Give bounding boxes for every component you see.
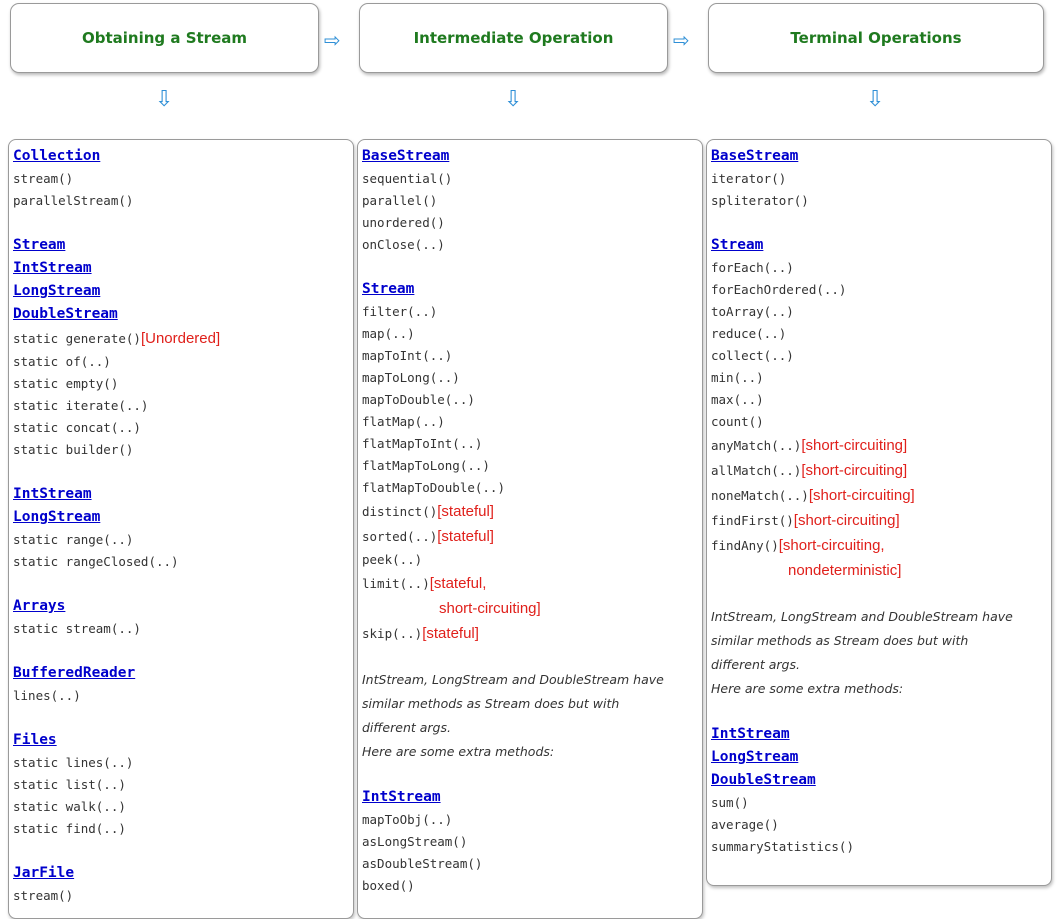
extra-methods-note [711, 605, 1047, 701]
down-arrow-icon: ⇩ [866, 87, 885, 112]
method-name: limit(..) [362, 576, 430, 591]
method-item: toArray(..) [711, 304, 794, 319]
method-item: forEach(..) [711, 260, 794, 275]
method-item [711, 533, 1047, 558]
method-item: summaryStatistics() [711, 839, 854, 854]
method-name: anyMatch(..) [711, 438, 802, 453]
collection-link[interactable]: Collection [13, 148, 101, 164]
stateful-note: [stateful, [429, 575, 487, 592]
method-item: unordered() [362, 215, 445, 230]
method-item: stream() [13, 171, 74, 186]
note-line: different args. [362, 720, 451, 735]
method-item: parallel() [362, 193, 438, 208]
note-line: similar methods as Stream does but with [362, 696, 620, 711]
method-item: count() [711, 414, 764, 429]
short-circuiting-note: short-circuiting] [439, 600, 541, 617]
stream-link[interactable]: Stream [13, 237, 66, 253]
basestream-link[interactable]: BaseStream [362, 148, 450, 164]
header-intermediate-title: Intermediate Operation [413, 29, 614, 47]
method-item [362, 621, 698, 646]
method-item: parallelStream() [13, 193, 134, 208]
header-terminal-title: Terminal Operations [790, 29, 962, 47]
method-item [711, 433, 1047, 458]
method-item: static iterate(..) [13, 398, 149, 413]
short-circuiting-note: [short-circuiting] [808, 487, 915, 504]
method-item [362, 524, 698, 549]
method-item: stream() [13, 888, 74, 903]
method-item: mapToDouble(..) [362, 392, 475, 407]
method-item: static of(..) [13, 354, 111, 369]
intstream-link[interactable]: IntStream [362, 789, 441, 805]
method-item: spliterator() [711, 193, 809, 208]
note-line: different args. [711, 657, 800, 672]
method-item: static range(..) [13, 532, 134, 547]
note-line: Here are some extra methods: [711, 681, 904, 696]
method-name: findAny() [711, 538, 779, 553]
method-item: static walk(..) [13, 799, 126, 814]
short-circuiting-note: [short-circuiting, [778, 537, 885, 554]
method-item: boxed() [362, 878, 415, 893]
bufferedreader-link[interactable]: BufferedReader [13, 665, 136, 681]
method-item: flatMapToDouble(..) [362, 480, 505, 495]
header-obtaining-stream [10, 3, 319, 73]
extra-methods-note [362, 668, 698, 764]
terminal-panel [706, 139, 1052, 886]
method-item: mapToObj(..) [362, 812, 453, 827]
longstream-link[interactable]: LongStream [711, 749, 799, 765]
method-item: asLongStream() [362, 834, 468, 849]
doublestream-link[interactable]: DoubleStream [711, 772, 816, 788]
files-link[interactable]: Files [13, 732, 57, 748]
stateful-note: [stateful] [437, 503, 494, 520]
method-name: static generate() [13, 331, 141, 346]
method-name: skip(..) [362, 626, 423, 641]
header-intermediate-operation [359, 3, 668, 73]
intstream-link[interactable]: IntStream [13, 260, 92, 276]
short-circuiting-note: [short-circuiting] [793, 512, 900, 529]
method-item: sequential() [362, 171, 453, 186]
method-item: map(..) [362, 326, 415, 341]
method-item: forEachOrdered(..) [711, 282, 847, 297]
note-line: IntStream, LongStream and DoubleStream have [362, 672, 664, 687]
method-item: max(..) [711, 392, 764, 407]
method-item: filter(..) [362, 304, 438, 319]
longstream-link[interactable]: LongStream [13, 283, 101, 299]
method-item: static list(..) [13, 777, 126, 792]
method-item: reduce(..) [711, 326, 787, 341]
method-item: static builder() [13, 442, 134, 457]
note-line: Here are some extra methods: [362, 744, 555, 759]
method-item: static empty() [13, 376, 119, 391]
right-arrow-icon: ⇨ [673, 28, 690, 52]
method-item: collect(..) [711, 348, 794, 363]
method-item: peek(..) [362, 552, 423, 567]
method-name: noneMatch(..) [711, 488, 809, 503]
method-item: average() [711, 817, 779, 832]
method-item: onClose(..) [362, 237, 445, 252]
method-item: lines(..) [13, 688, 81, 703]
stateful-note: [stateful] [422, 625, 479, 642]
method-item: min(..) [711, 370, 764, 385]
note-line: IntStream, LongStream and DoubleStream have [711, 609, 1013, 624]
method-item [362, 499, 698, 524]
method-item [362, 571, 698, 596]
method-item [711, 458, 1047, 483]
method-name: allMatch(..) [711, 463, 802, 478]
header-terminal-operations [708, 3, 1044, 73]
method-item: static lines(..) [13, 755, 134, 770]
unordered-note: [Unordered] [140, 330, 221, 347]
header-obtaining-title: Obtaining a Stream [81, 29, 248, 47]
method-item: static stream(..) [13, 621, 141, 636]
arrays-link[interactable]: Arrays [13, 598, 66, 614]
method-item [711, 483, 1047, 508]
method-item: mapToInt(..) [362, 348, 453, 363]
method-item [13, 326, 349, 351]
longstream-link[interactable]: LongStream [13, 509, 101, 525]
short-circuiting-note: [short-circuiting] [801, 437, 908, 454]
intstream-link[interactable]: IntStream [13, 486, 92, 502]
method-item: flatMapToLong(..) [362, 458, 490, 473]
right-arrow-icon: ⇨ [324, 28, 341, 52]
method-item [711, 508, 1047, 533]
stateful-note: [stateful] [437, 528, 494, 545]
method-item: flatMap(..) [362, 414, 445, 429]
method-item: asDoubleStream() [362, 856, 483, 871]
nondeterministic-note: nondeterministic] [788, 562, 902, 579]
method-name: distinct() [362, 504, 438, 519]
method-item: mapToLong(..) [362, 370, 460, 385]
stream-link[interactable]: Stream [711, 237, 764, 253]
method-item: flatMapToInt(..) [362, 436, 483, 451]
jarfile-link[interactable]: JarFile [13, 865, 75, 881]
obtaining-panel [8, 139, 354, 919]
down-arrow-icon: ⇩ [504, 87, 523, 112]
method-name: findFirst() [711, 513, 794, 528]
basestream-link[interactable]: BaseStream [711, 148, 799, 164]
method-item: static concat(..) [13, 420, 141, 435]
method-item: iterator() [711, 171, 787, 186]
note-line: similar methods as Stream does but with [711, 633, 969, 648]
intstream-link[interactable]: IntStream [711, 726, 790, 742]
stream-link[interactable]: Stream [362, 281, 415, 297]
intermediate-panel [357, 139, 703, 919]
short-circuiting-note: [short-circuiting] [801, 462, 908, 479]
method-item: static find(..) [13, 821, 126, 836]
method-item: sum() [711, 795, 749, 810]
method-name: sorted(..) [362, 529, 438, 544]
down-arrow-icon: ⇩ [155, 87, 174, 112]
method-item: static rangeClosed(..) [13, 554, 179, 569]
doublestream-link[interactable]: DoubleStream [13, 306, 118, 322]
